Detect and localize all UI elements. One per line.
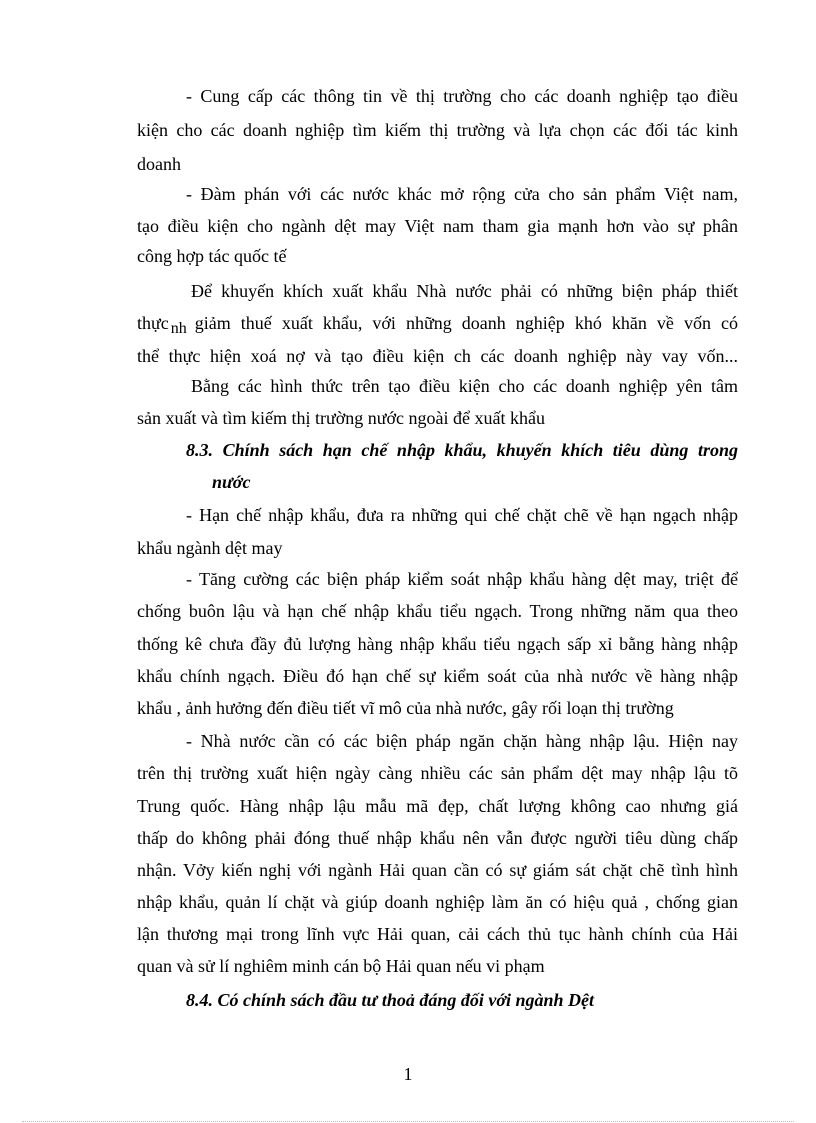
paragraph-line: nhận. Vởy kiến nghị với ngành Hải quan cần có sự giám sát chặt chẽ tình hình <box>137 860 738 880</box>
text-fragment: giảm thuế xuất khẩu, với những doanh nghiệp khó khăn về vốn có <box>194 313 738 333</box>
paragraph-line: khẩu chính ngạch. Điều đó hạn chế sự kiểm soát của nhà nước về hàng nhập <box>137 666 738 686</box>
paragraph-line: thống kê chưa đầy đủ lượng hàng nhập khẩu tiểu ngạch sấp xỉ bằng hàng nhập <box>137 634 738 654</box>
paragraph-line: chống buôn lậu và hạn chế nhập khẩu tiểu ngạch. Trong những năm qua theo <box>137 601 738 621</box>
paragraph-line: khẩu ngành dệt may <box>137 538 283 558</box>
paragraph-line: kiện cho các doanh nghiệp tìm kiếm thị trường và lựa chọn các đối tác kinh <box>137 120 738 140</box>
page-bottom-rule <box>22 1121 794 1122</box>
paragraph-line: quan và sử lí nghiêm minh cán bộ Hải quan nếu vi phạm <box>137 956 545 976</box>
paragraph-line: - Đàm phán với các nước khác mở rộng cửa cho sản phẩm Việt nam, <box>186 184 738 204</box>
paragraph-line: thể thực hiện xoá nợ và tạo điều kiện ch các doanh nghiệp này vay vốn... <box>137 346 738 366</box>
text-fragment-stray: nh <box>170 320 187 337</box>
text-fragment: thực <box>137 313 169 333</box>
page-number: 1 <box>403 1064 413 1084</box>
paragraph-line: lận thương mại trong lĩnh vực Hải quan, cải cách thủ tục hành chính của Hải <box>137 924 738 944</box>
paragraph-line: công hợp tác quốc tế <box>137 246 287 266</box>
paragraph-line: trên thị trường xuất hiện ngày càng nhiều các sản phẩm dệt may nhập lậu tõ <box>137 763 738 783</box>
section-heading-continued: nước <box>212 472 251 492</box>
paragraph-line: Bằng các hình thức trên tạo điều kiện cho các doanh nghiệp yên tâm <box>191 376 738 396</box>
paragraph-line: - Tăng cường các biện pháp kiểm soát nhập khẩu hàng dệt may, triệt để <box>186 569 738 589</box>
paragraph-line: - Hạn chế nhập khẩu, đưa ra những qui chế chặt chẽ về hạn ngạch nhập <box>186 505 738 525</box>
paragraph-line: tạo điều kiện cho ngành dệt may Việt nam tham gia mạnh hơn vào sự phân <box>137 216 738 236</box>
paragraph-line: doanh <box>137 154 181 174</box>
paragraph-line: Để khuyến khích xuất khẩu Nhà nước phải có những biện pháp thiết <box>191 281 738 301</box>
paragraph-line: thấp do không phải đóng thuế nhập khẩu nên vẫn được người tiêu dùng chấp <box>137 828 738 848</box>
paragraph-line: Trung quốc. Hàng nhập lậu mẫu mã đẹp, chất lượng không cao nhưng giá <box>137 796 738 816</box>
paragraph-line: nhập khẩu, quản lí chặt và giúp doanh nghiệp làm ăn có hiệu quả , chống gian <box>137 892 738 912</box>
paragraph-line: - Cung cấp các thông tin về thị trường cho các doanh nghiệp tạo điều <box>186 86 738 106</box>
paragraph-line: khẩu , ảnh hưởng đến điều tiết vĩ mô của nhà nước, gây rối loạn thị trường <box>137 698 674 718</box>
section-heading: 8.4. Có chính sách đầu tư thoả đáng đối với ngành Dệt <box>186 990 595 1010</box>
paragraph-line: sản xuất và tìm kiếm thị trường nước ngoài để xuất khẩu <box>137 408 545 428</box>
section-heading: 8.3. Chính sách hạn chế nhập khẩu, khuyến khích tiêu dùng trong <box>186 440 738 460</box>
paragraph-line <box>137 312 738 337</box>
paragraph-line: - Nhà nước cần có các biện pháp ngăn chặn hàng nhập lậu. Hiện nay <box>186 731 738 751</box>
